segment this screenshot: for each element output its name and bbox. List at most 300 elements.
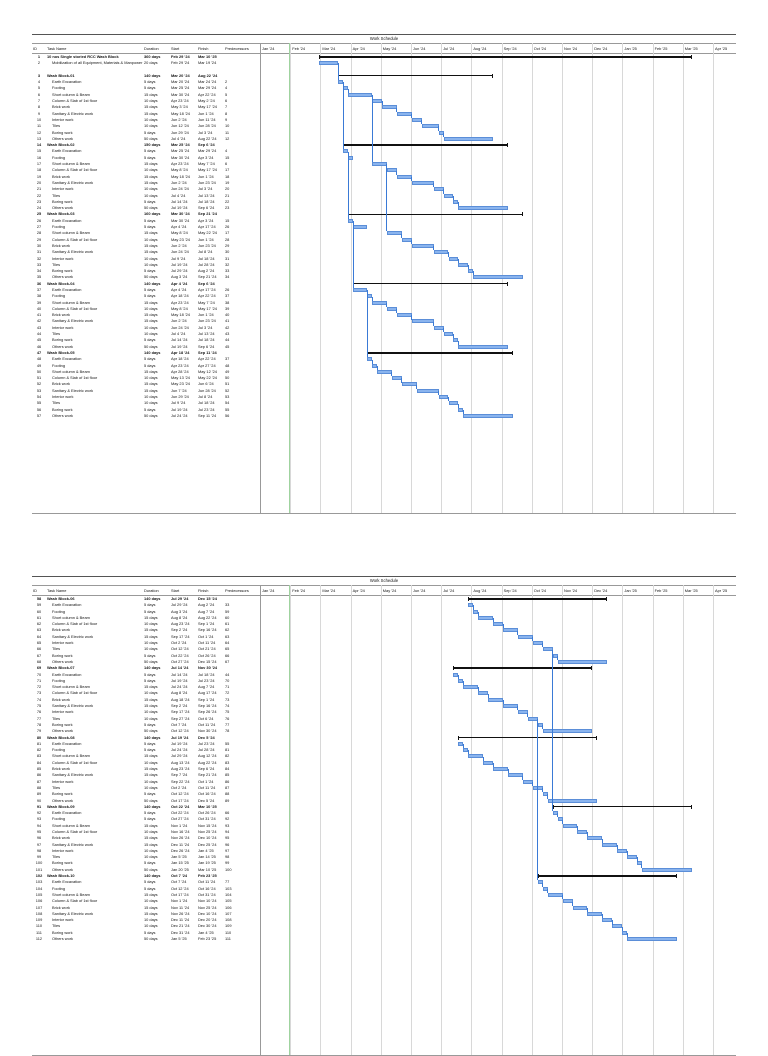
task-name: Earth Excavation — [52, 879, 82, 885]
task-row[interactable] — [32, 413, 736, 419]
task-bar[interactable] — [434, 326, 444, 330]
task-name: Interior work — [52, 324, 74, 330]
task-id: 65 — [36, 640, 42, 646]
dependency-link — [547, 889, 548, 893]
task-bar[interactable] — [543, 647, 553, 651]
task-start: Jan 15 '25 — [171, 860, 189, 866]
task-bar[interactable] — [397, 175, 412, 179]
task-duration: 15 days — [144, 91, 158, 97]
task-finish: Feb 23 '25 — [198, 936, 217, 942]
task-finish: Dec 30 '24 — [198, 923, 217, 929]
task-finish: Sep 16 '24 — [198, 703, 217, 709]
summary-bar[interactable] — [319, 56, 692, 57]
task-bar[interactable] — [503, 628, 518, 632]
dependency-link — [542, 883, 543, 887]
column-header: Predecessors — [225, 46, 249, 51]
timeline-month-label: May '24 — [382, 588, 397, 593]
task-bar[interactable] — [434, 187, 444, 191]
task-start: Oct 7 '24 — [171, 873, 188, 879]
timeline-month-label: Apr '24 — [352, 46, 365, 51]
task-duration: 5 days — [144, 885, 156, 891]
dependency-link — [468, 750, 469, 754]
task-start: Apr 23 '24 — [171, 98, 189, 104]
dependency-link — [348, 89, 349, 93]
task-bar[interactable] — [528, 717, 538, 721]
summary-bar[interactable] — [343, 144, 508, 145]
task-finish: Oct 31 '24 — [198, 891, 216, 897]
summary-bar[interactable] — [538, 875, 677, 876]
task-predecessors: 31 — [225, 255, 230, 261]
dependency-link — [421, 120, 422, 124]
task-duration: 10 days — [144, 854, 158, 860]
task-finish: Jul 3 '24 — [198, 186, 213, 192]
task-duration: 5 days — [144, 148, 156, 154]
task-bar[interactable] — [412, 181, 434, 185]
task-name: Sanitary & Electric work — [52, 772, 94, 778]
task-bar[interactable] — [503, 704, 518, 708]
task-bar[interactable] — [563, 824, 578, 828]
task-bar[interactable] — [392, 376, 402, 380]
task-name: Brick work — [52, 627, 70, 633]
task-start: Oct 12 '24 — [171, 728, 189, 734]
task-name: Brick work — [52, 835, 70, 841]
task-predecessors: 67 — [225, 658, 230, 664]
task-bar[interactable] — [602, 843, 617, 847]
dependency-link — [343, 82, 344, 149]
dependency-link — [438, 391, 439, 395]
task-duration: 10 days — [144, 394, 158, 400]
timeline-month-label: Apr '24 — [352, 588, 365, 593]
task-finish: May 17 '24 — [198, 167, 217, 173]
task-bar[interactable] — [573, 906, 588, 910]
timeline-month-label: Jul '24 — [443, 46, 455, 51]
task-duration: 15 days — [144, 249, 158, 255]
task-name: Column & Slab of 1st floor — [52, 98, 98, 104]
dependency-link — [463, 744, 464, 748]
task-duration: 50 days — [144, 936, 158, 942]
gantt-page — [32, 34, 736, 514]
timeline-month-label: Jul '24 — [443, 588, 455, 593]
task-start: Mar 30 '24 — [171, 154, 190, 160]
task-bar[interactable] — [468, 754, 483, 758]
task-predecessors: 26 — [225, 224, 230, 230]
task-id: 49 — [36, 362, 42, 368]
task-finish: Jul 18 '24 — [198, 337, 215, 343]
task-bar[interactable] — [402, 238, 412, 242]
task-start: Jul 29 '24 — [171, 753, 188, 759]
task-bar[interactable] — [558, 660, 608, 664]
task-name: Boring work — [52, 198, 73, 204]
summary-bar[interactable] — [348, 214, 523, 215]
dependency-link — [353, 221, 354, 288]
task-bar[interactable] — [627, 937, 677, 941]
task-row[interactable] — [32, 936, 736, 942]
task-id: 34 — [36, 268, 42, 274]
task-bar[interactable] — [587, 912, 602, 916]
task-finish: Nov 30 '24 — [198, 665, 218, 671]
task-name: Wash Block-09 — [47, 803, 75, 809]
task-name: Column & Slab of 1st floor — [52, 621, 98, 627]
task-predecessors: 100 — [225, 866, 232, 872]
task-duration: 50 days — [144, 412, 158, 418]
task-duration: 15 days — [144, 387, 158, 393]
dependency-link — [443, 133, 444, 137]
task-finish: Oct 6 '24 — [198, 715, 214, 721]
dependency-link — [522, 776, 523, 780]
task-bar[interactable] — [617, 849, 627, 853]
task-start: Oct 7 '24 — [171, 721, 187, 727]
task-bar[interactable] — [478, 616, 493, 620]
task-start: Jun 12 '24 — [171, 123, 189, 129]
task-name: Others work — [52, 936, 73, 942]
task-bar[interactable] — [493, 622, 503, 626]
task-id: 46 — [36, 343, 42, 349]
task-duration: 5 days — [144, 129, 156, 135]
task-name: Sanitary & Electric work — [52, 633, 94, 639]
task-bar[interactable] — [372, 162, 387, 166]
task-id: 48 — [36, 356, 42, 362]
task-id: 100 — [35, 860, 43, 866]
task-name: Column & Slab of 1st floor — [52, 759, 98, 765]
task-duration: 15 days — [144, 368, 158, 374]
task-finish: May 17 '24 — [198, 305, 217, 311]
task-bar[interactable] — [377, 370, 392, 374]
dependency-link — [503, 624, 504, 628]
timeline-month-label: Aug '24 — [473, 588, 487, 593]
dependency-link — [562, 895, 563, 899]
task-predecessors: 73 — [225, 696, 230, 702]
task-start: Jul 14 '24 — [171, 671, 188, 677]
task-bar[interactable] — [577, 830, 587, 834]
task-start: Jul 19 '24 — [171, 740, 188, 746]
task-id: 24 — [36, 205, 42, 211]
dependency-link — [438, 126, 439, 130]
task-finish: Oct 11 '24 — [198, 721, 216, 727]
task-id: 106 — [35, 898, 43, 904]
task-id: 36 — [36, 280, 42, 286]
task-start: May 23 '24 — [171, 236, 190, 242]
task-bar[interactable] — [612, 924, 622, 928]
task-start: Oct 12 '24 — [171, 791, 189, 797]
task-name: Footing — [52, 293, 65, 299]
task-duration: 150 days — [144, 142, 161, 148]
task-bar[interactable] — [523, 780, 533, 784]
task-bar[interactable] — [387, 307, 397, 311]
summary-bar[interactable] — [367, 352, 513, 353]
task-bar[interactable] — [543, 729, 593, 733]
task-start: Jul 14 '24 — [171, 198, 188, 204]
task-start: Oct 12 '24 — [171, 885, 189, 891]
task-name: Earth Excavation — [52, 671, 82, 677]
task-duration: 140 days — [144, 873, 161, 879]
header-top-line — [32, 585, 736, 586]
task-bar[interactable] — [348, 156, 353, 160]
task-bar[interactable] — [642, 868, 692, 872]
task-name: Column & Slab of 1st floor — [52, 828, 98, 834]
task-bar[interactable] — [533, 641, 543, 645]
task-bar[interactable] — [478, 691, 488, 695]
task-bar[interactable] — [483, 761, 493, 765]
task-finish: Jun 1 '24 — [198, 236, 214, 242]
timeline-month-label: Jun '24 — [413, 46, 426, 51]
task-duration: 140 days — [144, 349, 161, 355]
task-start: Apr 23 '24 — [171, 299, 189, 305]
task-bar[interactable] — [449, 257, 459, 261]
task-table — [32, 596, 736, 942]
task-bar[interactable] — [602, 918, 612, 922]
task-id: 95 — [36, 828, 42, 834]
task-id: 55 — [36, 400, 42, 406]
task-bar[interactable] — [627, 855, 637, 859]
task-finish: Jul 28 '24 — [198, 261, 215, 267]
timeline-month-label: Oct '24 — [533, 588, 547, 593]
dependency-link — [532, 637, 533, 641]
task-bar[interactable] — [458, 345, 508, 349]
task-start: Jan 5 '25 — [171, 936, 187, 942]
task-bar[interactable] — [444, 194, 454, 198]
task-finish: Jul 3 '24 — [198, 129, 213, 135]
task-finish: Aug 2 '24 — [198, 602, 215, 608]
task-bar[interactable] — [372, 99, 382, 103]
dependency-link — [547, 794, 548, 798]
dependency-link — [493, 618, 494, 622]
task-name: Brick work — [52, 104, 70, 110]
task-bar[interactable] — [402, 382, 417, 386]
task-start: Apr 28 '24 — [171, 368, 189, 374]
task-duration: 5 days — [144, 652, 156, 658]
task-bar[interactable] — [412, 118, 422, 122]
task-bar[interactable] — [434, 250, 449, 254]
task-name: Interior work — [52, 917, 74, 923]
dependency-link — [386, 164, 387, 231]
task-duration: 15 days — [144, 179, 158, 185]
task-id: 56 — [36, 406, 42, 412]
task-bar[interactable] — [473, 275, 523, 279]
task-predecessors: 34 — [225, 274, 230, 280]
task-name: Others work — [52, 343, 73, 349]
task-bar[interactable] — [319, 61, 339, 65]
task-predecessors: 83 — [225, 759, 230, 765]
summary-bar[interactable] — [338, 75, 493, 76]
task-bar[interactable] — [518, 710, 528, 714]
task-name: Others work — [52, 135, 73, 141]
summary-bar[interactable] — [468, 598, 607, 599]
dependency-link — [401, 378, 402, 382]
task-name: Interior work — [52, 186, 74, 192]
dependency-link — [572, 902, 573, 906]
task-predecessors: 94 — [225, 828, 230, 834]
dependency-link — [433, 246, 434, 250]
timeline-month-label: Jan '25 — [624, 588, 637, 593]
task-finish: Jul 18 '24 — [198, 671, 215, 677]
task-bar[interactable] — [382, 105, 397, 109]
task-predecessors: 23 — [225, 205, 230, 211]
task-bar[interactable] — [563, 899, 573, 903]
task-bar[interactable] — [417, 389, 439, 393]
dependency-link — [458, 259, 459, 263]
task-start: Sep 2 '24 — [171, 703, 188, 709]
task-finish: Mar 10 '25 — [198, 866, 217, 872]
task-bar[interactable] — [439, 395, 449, 399]
task-predecessors: 71 — [225, 684, 230, 690]
task-bar[interactable] — [397, 112, 412, 116]
task-name: Wash Block-01 — [47, 72, 75, 78]
task-finish: Dec 10 '24 — [198, 835, 217, 841]
dependency-link — [372, 95, 373, 162]
task-name: Tiles — [52, 261, 61, 267]
task-id: 47 — [36, 349, 42, 355]
task-predecessors: 4 — [225, 85, 228, 91]
task-bar[interactable] — [353, 288, 367, 292]
task-bar[interactable] — [548, 799, 598, 803]
task-predecessors: 15 — [225, 154, 230, 160]
task-start: Oct 2 '24 — [171, 784, 187, 790]
task-duration: 10 days — [144, 847, 158, 853]
task-bar[interactable] — [493, 767, 508, 771]
task-bar[interactable] — [508, 773, 523, 777]
column-header: Task Name — [47, 588, 67, 593]
task-bar[interactable] — [444, 137, 494, 141]
task-finish: Apr 22 '24 — [198, 293, 216, 299]
task-duration: 5 days — [144, 406, 156, 412]
task-start: Sep 17 '24 — [171, 709, 190, 715]
task-id: 61 — [36, 614, 42, 620]
task-finish: Sep 11 '24 — [198, 412, 217, 418]
task-predecessors: 65 — [225, 646, 230, 652]
task-start: Apr 23 '24 — [171, 362, 189, 368]
task-name: Earth Excavation — [52, 286, 82, 292]
task-start: Jul 4 '24 — [171, 331, 186, 337]
task-name: Tiles — [52, 400, 61, 406]
task-name: Brick work — [52, 242, 70, 248]
task-name: Interior work — [52, 116, 74, 122]
task-start: Oct 2 '24 — [171, 640, 187, 646]
task-id: 5 — [37, 85, 41, 91]
task-predecessors: 29 — [225, 242, 230, 248]
summary-bar[interactable] — [458, 737, 597, 738]
task-id: 14 — [36, 142, 42, 148]
task-id: 82 — [36, 747, 42, 753]
task-name: Others work — [52, 797, 73, 803]
task-predecessors: 20 — [225, 186, 230, 192]
task-name: Wash Block-08 — [47, 734, 75, 740]
task-start: Oct 17 '24 — [171, 891, 189, 897]
task-start: Jul 14 '24 — [171, 665, 189, 671]
task-id: 50 — [36, 368, 42, 374]
task-bar[interactable] — [463, 414, 513, 418]
task-id: 63 — [36, 627, 42, 633]
task-predecessors: 96 — [225, 841, 230, 847]
task-name: Wash Block-04 — [47, 280, 75, 286]
task-start: Apr 18 '24 — [171, 356, 189, 362]
task-predecessors: 55 — [225, 740, 230, 746]
task-name: Wash Block-05 — [47, 349, 75, 355]
dependency-link — [617, 845, 618, 849]
task-predecessors: 38 — [225, 299, 230, 305]
task-start: Mar 30 '24 — [171, 91, 190, 97]
task-bar[interactable] — [548, 893, 563, 897]
task-bar[interactable] — [449, 401, 459, 405]
task-id: 70 — [36, 671, 42, 677]
task-start: Jun 2 '24 — [171, 242, 187, 248]
task-start: Mar 25 '24 — [171, 85, 190, 91]
task-bar[interactable] — [587, 836, 602, 840]
summary-bar[interactable] — [453, 667, 592, 668]
task-start: Nov 26 '24 — [171, 835, 190, 841]
task-start: Jul 24 '24 — [171, 747, 188, 753]
task-id: 96 — [36, 835, 42, 841]
dependency-link — [391, 372, 392, 376]
task-duration: 5 days — [144, 362, 156, 368]
dependency-link — [641, 864, 642, 868]
task-bar[interactable] — [488, 698, 503, 702]
task-name: Boring work — [52, 721, 73, 727]
task-finish: Jul 13 '24 — [198, 331, 215, 337]
task-bar[interactable] — [387, 168, 397, 172]
task-id: 109 — [35, 917, 43, 923]
task-start: Aug 3 '24 — [171, 608, 188, 614]
task-name: Sanitary & Electric work — [52, 910, 94, 916]
task-start: Mar 20 '24 — [171, 72, 190, 78]
task-bar[interactable] — [422, 124, 439, 128]
task-bar[interactable] — [463, 685, 478, 689]
task-finish: Jul 8 '24 — [198, 249, 213, 255]
task-finish: Mar 29 '24 — [198, 148, 217, 154]
task-bar[interactable] — [444, 332, 454, 336]
task-id: 92 — [36, 810, 42, 816]
task-start: Oct 17 '24 — [171, 797, 189, 803]
task-name: Boring work — [52, 406, 73, 412]
task-id: 77 — [36, 715, 42, 721]
task-finish: May 22 '24 — [198, 375, 217, 381]
task-id: 104 — [35, 885, 43, 891]
task-duration: 20 days — [144, 60, 158, 66]
task-duration: 10 days — [144, 324, 158, 330]
task-predecessors: 44 — [225, 671, 230, 677]
task-id: 97 — [36, 841, 42, 847]
task-bar[interactable] — [412, 319, 434, 323]
dependency-link — [396, 171, 397, 175]
task-id: 98 — [36, 847, 42, 853]
task-predecessors: 32 — [225, 261, 230, 267]
task-bar[interactable] — [372, 301, 387, 305]
task-bar[interactable] — [412, 244, 434, 248]
task-bar[interactable] — [397, 313, 412, 317]
task-bar[interactable] — [348, 93, 372, 97]
task-predecessors: 78 — [225, 728, 230, 734]
task-bar[interactable] — [458, 206, 508, 210]
task-predecessors: 103 — [225, 885, 232, 891]
dependency-link — [411, 177, 412, 181]
task-bar[interactable] — [458, 263, 468, 267]
task-bar[interactable] — [387, 231, 402, 235]
task-finish: Aug 7 '24 — [198, 684, 215, 690]
task-id: 88 — [36, 784, 42, 790]
timeline-month-label: Aug '24 — [473, 46, 487, 51]
task-bar[interactable] — [353, 225, 367, 229]
task-duration: 10 days — [144, 917, 158, 923]
task-finish: Sep 16 '24 — [198, 627, 217, 633]
task-bar[interactable] — [518, 635, 533, 639]
task-predecessors: 95 — [225, 835, 230, 841]
task-duration: 50 days — [144, 797, 158, 803]
task-id: 12 — [36, 129, 42, 135]
task-duration: 15 days — [144, 633, 158, 639]
task-duration: 10 days — [144, 186, 158, 192]
summary-bar[interactable] — [553, 806, 692, 807]
task-duration: 15 days — [144, 230, 158, 236]
summary-bar[interactable] — [353, 283, 508, 284]
